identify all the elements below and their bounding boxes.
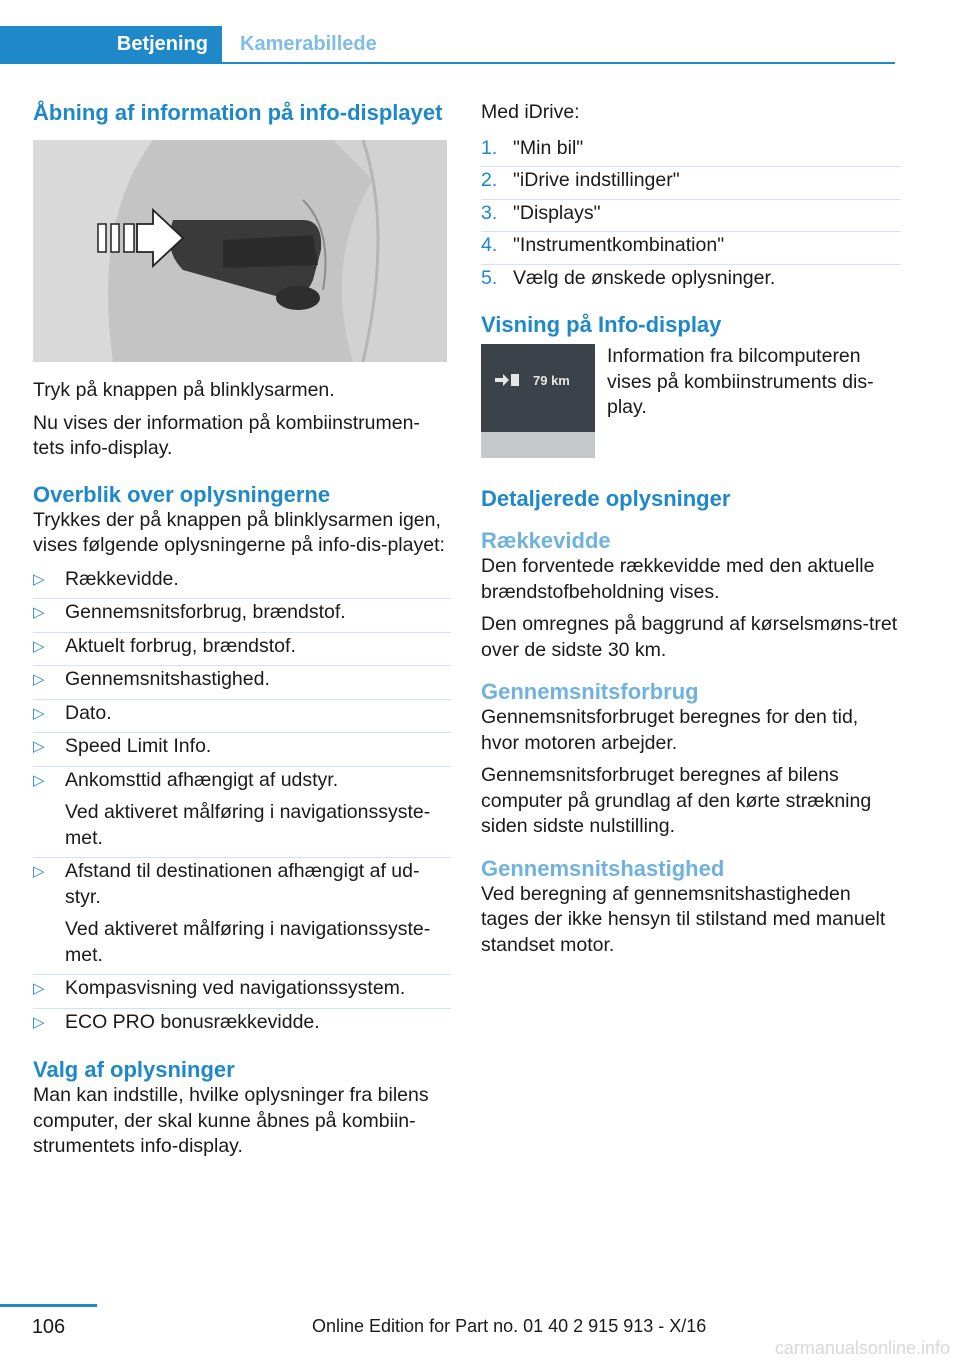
list-item: ▷ Kompasvisning ved navigationssystem. — [33, 976, 451, 1009]
turn-signal-lever-button-icon — [33, 140, 447, 362]
steps-list — [481, 136, 901, 297]
footer-line — [0, 1304, 97, 1307]
paragraph: Man kan indstille, hvilke oplysninger fra bilens computer, der skal kunne åbnes på kombiin-strumentets info-display. — [33, 1084, 429, 1157]
step-item: 4. "Instrumentkombination" — [481, 233, 901, 265]
section-title-detailed-info: Detaljerede oplysninger — [481, 486, 731, 511]
paragraph: Nu vises der information på kombiinstrumen-tets info-display. — [33, 411, 420, 459]
list-item: ▷ Aktuelt forbrug, brændstof. — [33, 634, 451, 667]
step-item: 1. "Min bil" — [481, 136, 901, 168]
list-item: ▷ Rækkevidde. — [33, 567, 451, 600]
triangle-bullet-icon: ▷ — [33, 738, 45, 755]
step-number: 4. — [481, 234, 498, 256]
left-column — [33, 100, 451, 1160]
paragraph: Med iDrive: — [481, 101, 580, 123]
paragraph: Ved beregning af gennemsnitshastigheden tages der ikke hensyn til stilstand med manuelt standset motor. — [481, 882, 886, 956]
triangle-bullet-icon: ▷ — [33, 1013, 45, 1031]
triangle-bullet-icon: ▷ — [33, 863, 45, 880]
section-title-overview: Overblik over oplysningerne — [33, 481, 331, 507]
paragraph: Den omregnes på baggrund af kørselsmøns-tret over de sidste 30 km. — [481, 613, 898, 661]
step-number: 5. — [481, 266, 498, 289]
list-item: ▷ Ankomsttid afhængigt af udstyr. Ved aktiveret målføring i navigationssyste-met. — [33, 768, 451, 859]
step-item: 3. "Displays" — [481, 201, 901, 233]
list-item: ▷ Dato. — [33, 701, 451, 734]
paragraph: Information fra bilcomputeren vises på kombiinstruments dis-play. — [607, 345, 874, 418]
list-item: ▷ Afstand til destinationen afhængigt af ud-styr. Ved aktiveret målføring i navigationssyste-met. — [33, 859, 451, 975]
subsection-title-avg-consumption: Gennemsnitsforbrug — [481, 679, 699, 704]
edition-text: Online Edition for Part no. 01 40 2 915 913 - X/16 — [312, 1316, 707, 1336]
range-fuel-icon — [481, 344, 595, 458]
triangle-bullet-icon: ▷ — [33, 980, 45, 997]
triangle-bullet-icon: ▷ — [33, 570, 45, 588]
triangle-bullet-icon: ▷ — [33, 671, 45, 688]
info-display-image — [481, 344, 595, 458]
step-number: 3. — [481, 201, 498, 224]
step-number: 1. — [481, 136, 498, 159]
step-item: 5. Vælg de ønskede oplysninger. — [481, 266, 901, 297]
paragraph: Gennemsnitsforbruget beregnes af bilens computer på grundlag af den kørte strækning siden sidste nulstilling. — [481, 764, 872, 837]
tab-betjening[interactable]: Betjening — [0, 26, 222, 62]
list-item-note: Ved aktiveret målføring i navigationssyste-met. — [65, 801, 431, 849]
subsection-title-range: Rækkevidde — [481, 528, 611, 553]
info-list — [33, 567, 451, 1042]
section-title-open-info: Åbning af information på info-displayet — [33, 100, 443, 125]
list-item: ▷ Gennemsnitsforbrug, brændstof. — [33, 600, 451, 633]
header-tabbar — [0, 26, 895, 64]
section-title-select-info: Valg af oplysninger — [33, 1057, 235, 1082]
tab-kamerabillede[interactable]: Kamerabillede — [240, 33, 377, 55]
triangle-bullet-icon: ▷ — [33, 604, 45, 621]
list-item: ▷ Speed Limit Info. — [33, 734, 451, 767]
triangle-bullet-icon: ▷ — [33, 771, 45, 789]
subsection-title-avg-speed: Gennemsnitshastighed — [481, 855, 725, 881]
list-item: ▷ ECO PRO bonusrækkevidde. — [33, 1010, 451, 1042]
paragraph: Trykkes der på knappen på blinklysarmen igen, vises følgende oplysningerne på info-dis-playet: — [33, 508, 445, 556]
step-number: 2. — [481, 169, 498, 191]
paragraph: Gennemsnitsforbruget beregnes for den tid, hvor motoren arbejder. — [481, 706, 859, 754]
right-column — [481, 100, 901, 958]
section-title-info-display: Visning på Info-display — [481, 312, 722, 337]
paragraph: Den forventede rækkevidde med den aktuelle brændstofbeholdning vises. — [481, 555, 875, 603]
turn-signal-lever-photo — [33, 140, 447, 362]
triangle-bullet-icon: ▷ — [33, 637, 45, 655]
svg-text:79 km: 79 km — [533, 373, 570, 388]
list-item-note: Ved aktiveret målføring i navigationssyste-met. — [65, 918, 431, 966]
page-number: 106 — [31, 1316, 66, 1338]
paragraph: Tryk på knappen på blinklysarmen. — [33, 379, 335, 401]
info-display-block — [481, 344, 901, 458]
triangle-bullet-icon: ▷ — [33, 704, 45, 722]
watermark: carmanualsonline.info — [774, 1338, 950, 1358]
list-item: ▷ Gennemsnitshastighed. — [33, 667, 451, 700]
step-item: 2. "iDrive indstillinger" — [481, 168, 901, 200]
